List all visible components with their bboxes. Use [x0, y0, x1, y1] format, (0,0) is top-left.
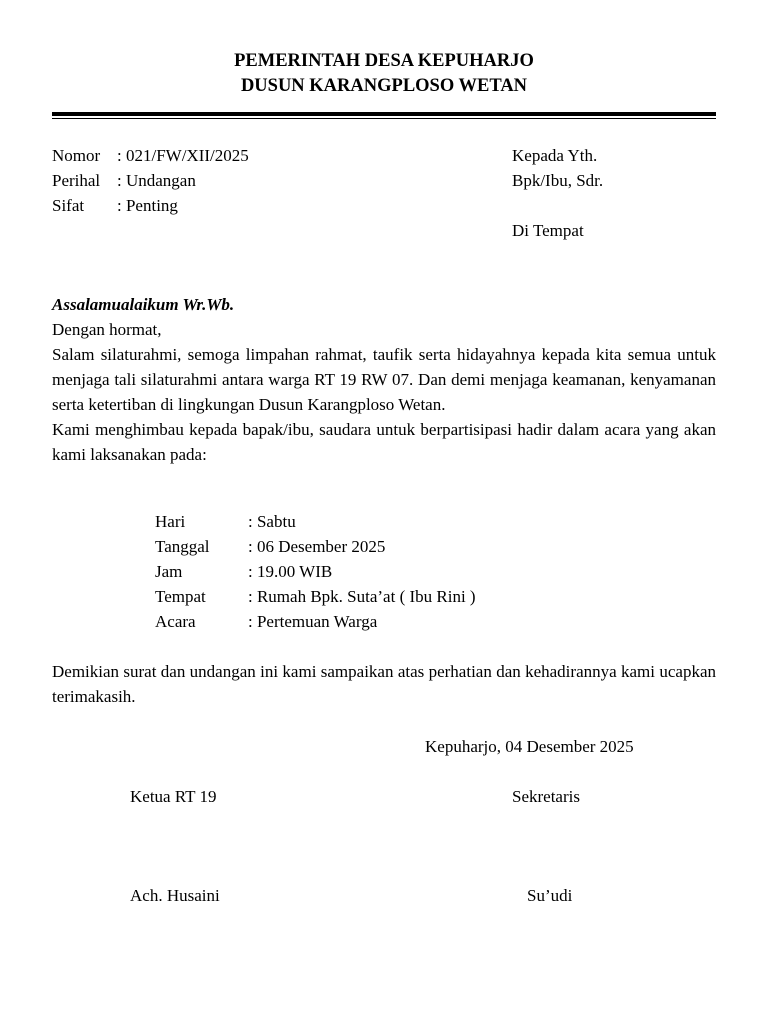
signature-right-title: Sekretaris [512, 787, 580, 806]
meta-label: Sifat [52, 196, 85, 215]
meta-value: : Penting [117, 196, 178, 215]
letterhead-line-1: PEMERINTAH DESA KEPUHARJO [234, 51, 534, 71]
place-date: Kepuharjo, 04 Desember 2025 [425, 737, 634, 756]
meta-label: Nomor [52, 146, 101, 165]
letterhead [0, 49, 768, 99]
detail-value: : Rumah Bpk. Suta’at ( Ibu Rini ) [248, 587, 476, 606]
body-paragraph-1: Salam silaturahmi, semoga limpahan rahmat, taufik serta hidayahnya kepada kita semua untuk menjaga tali silaturahmi antara warga RT 19 RW 07. Dan demi menjaga keamanan, kenyamanan serta ketertiban di lingkungan Dusun Karangploso Wetan. [52, 345, 716, 414]
letterhead-line-2: DUSUN KARANGPLOSO WETAN [240, 76, 528, 96]
signature-left-name: Ach. Husaini [130, 886, 220, 905]
meta-value: : 021/FW/XII/2025 [117, 146, 249, 165]
detail-value: : Sabtu [248, 512, 296, 531]
detail-label: Tempat [155, 587, 206, 606]
greeting: Assalamualaikum Wr.Wb. [52, 295, 235, 314]
signature-left-title: Ketua RT 19 [130, 787, 217, 806]
letterhead-rule-thin [52, 118, 716, 119]
salutation: Dengan hormat, [52, 320, 162, 339]
detail-value: : 19.00 WIB [248, 562, 333, 581]
letter-meta [52, 143, 249, 218]
event-details [155, 509, 476, 634]
detail-row-tanggal [155, 534, 476, 559]
meta-row-sifat [52, 193, 249, 218]
letter-body [52, 317, 716, 467]
signature-right-name: Su’udi [527, 886, 573, 905]
detail-label: Hari [155, 512, 186, 531]
detail-label: Jam [155, 562, 183, 581]
body-paragraph-2: Kami menghimbau kepada bapak/ibu, saudara untuk berpartisipasi hadir dalam acara yang akan kami laksanakan pada: [52, 420, 716, 464]
detail-row-hari [155, 509, 476, 534]
addressee-block [512, 143, 603, 243]
detail-row-jam [155, 559, 476, 584]
detail-value: : 06 Desember 2025 [248, 537, 386, 556]
closing-paragraph: Demikian surat dan undangan ini kami sampaikan atas perhatian dan kehadirannya kami ucapkan terimakasih. [52, 662, 716, 706]
letterhead-rule-thick [52, 112, 716, 116]
detail-row-acara [155, 609, 476, 634]
spacer [512, 193, 603, 218]
meta-value: : Undangan [117, 171, 196, 190]
addressee-line-3: Di Tempat [512, 221, 584, 240]
meta-row-perihal [52, 168, 249, 193]
detail-value: : Pertemuan Warga [248, 612, 378, 631]
addressee-line-2: Bpk/Ibu, Sdr. [512, 171, 604, 190]
detail-label: Tanggal [155, 537, 210, 556]
detail-row-tempat [155, 584, 476, 609]
detail-label: Acara [155, 612, 196, 631]
addressee-line-1: Kepada Yth. [512, 146, 598, 165]
meta-label: Perihal [52, 171, 101, 190]
meta-row-nomor [52, 143, 249, 168]
